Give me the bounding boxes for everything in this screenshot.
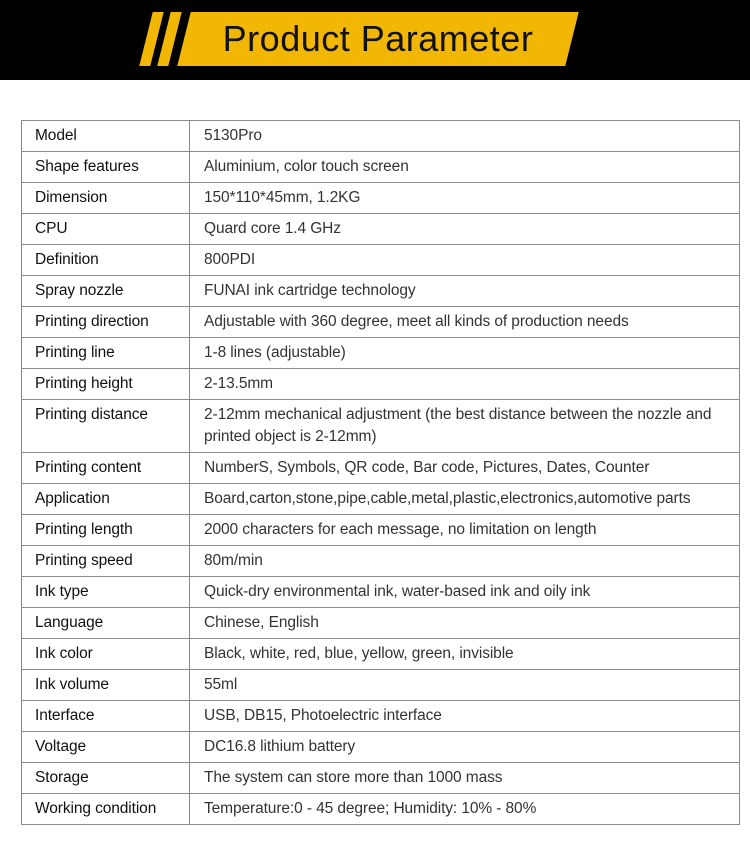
parameter-label: Printing direction	[22, 307, 190, 338]
parameter-value: USB, DB15, Photoelectric interface	[190, 701, 740, 732]
parameter-label: Printing height	[22, 369, 190, 400]
header-banner	[0, 0, 750, 80]
parameter-label: CPU	[22, 214, 190, 245]
parameter-label: Printing line	[22, 338, 190, 369]
table-row	[22, 794, 740, 825]
parameter-value: Board,carton,stone,pipe,cable,metal,plastic,electronics,automotive parts	[190, 484, 740, 515]
parameter-value: Black, white, red, blue, yellow, green, invisible	[190, 639, 740, 670]
parameter-label: Printing speed	[22, 546, 190, 577]
parameter-label: Ink volume	[22, 670, 190, 701]
parameter-value: 800PDI	[190, 245, 740, 276]
parameter-label: Model	[22, 121, 190, 152]
parameter-value: DC16.8 lithium battery	[190, 732, 740, 763]
table-row	[22, 515, 740, 546]
parameter-label: Storage	[22, 763, 190, 794]
parameter-value: 2000 characters for each message, no limitation on length	[190, 515, 740, 546]
parameter-value: NumberS, Symbols, QR code, Bar code, Pictures, Dates, Counter	[190, 453, 740, 484]
table-row	[22, 183, 740, 214]
parameter-value: The system can store more than 1000 mass	[190, 763, 740, 794]
parameter-label: Working condition	[22, 794, 190, 825]
parameter-value: 55ml	[190, 670, 740, 701]
table-row	[22, 338, 740, 369]
parameter-value: Aluminium, color touch screen	[190, 152, 740, 183]
parameter-value: 80m/min	[190, 546, 740, 577]
parameter-table	[21, 120, 740, 825]
parameter-value: 150*110*45mm, 1.2KG	[190, 183, 740, 214]
parameter-label: Printing distance	[22, 400, 190, 453]
parameter-label: Language	[22, 608, 190, 639]
parameter-label: Shape features	[22, 152, 190, 183]
parameter-label: Printing length	[22, 515, 190, 546]
parameter-value: 2-13.5mm	[190, 369, 740, 400]
table-row	[22, 152, 740, 183]
parameter-value: Temperature:0 - 45 degree; Humidity: 10% - 80%	[190, 794, 740, 825]
parameter-label: Interface	[22, 701, 190, 732]
table-row	[22, 276, 740, 307]
table-row	[22, 763, 740, 794]
table-row	[22, 307, 740, 338]
parameter-label: Application	[22, 484, 190, 515]
table-row	[22, 608, 740, 639]
table-row	[22, 400, 740, 453]
parameter-value: Chinese, English	[190, 608, 740, 639]
parameter-value: FUNAI ink cartridge technology	[190, 276, 740, 307]
parameter-label: Ink type	[22, 577, 190, 608]
parameter-label: Spray nozzle	[22, 276, 190, 307]
table-row	[22, 577, 740, 608]
table-row	[22, 245, 740, 276]
table-row	[22, 639, 740, 670]
table-row	[22, 701, 740, 732]
table-row	[22, 453, 740, 484]
parameter-value: 1-8 lines (adjustable)	[190, 338, 740, 369]
table-row	[22, 121, 740, 152]
parameter-label: Dimension	[22, 183, 190, 214]
table-row	[22, 732, 740, 763]
table-row	[22, 214, 740, 245]
parameter-value: 5130Pro	[190, 121, 740, 152]
parameter-value: Adjustable with 360 degree, meet all kinds of production needs	[190, 307, 740, 338]
parameter-label: Definition	[22, 245, 190, 276]
parameter-label: Printing content	[22, 453, 190, 484]
parameter-value: Quard core 1.4 GHz	[190, 214, 740, 245]
parameter-value: Quick-dry environmental ink, water-based ink and oily ink	[190, 577, 740, 608]
parameter-label: Ink color	[22, 639, 190, 670]
table-row	[22, 670, 740, 701]
parameter-value: 2-12mm mechanical adjustment (the best distance between the nozzle and printed object is 2-12mm)	[190, 400, 740, 453]
parameter-label: Voltage	[22, 732, 190, 763]
page-title: Product Parameter	[222, 18, 534, 59]
table-row	[22, 546, 740, 577]
table-row	[22, 484, 740, 515]
table-row	[22, 369, 740, 400]
